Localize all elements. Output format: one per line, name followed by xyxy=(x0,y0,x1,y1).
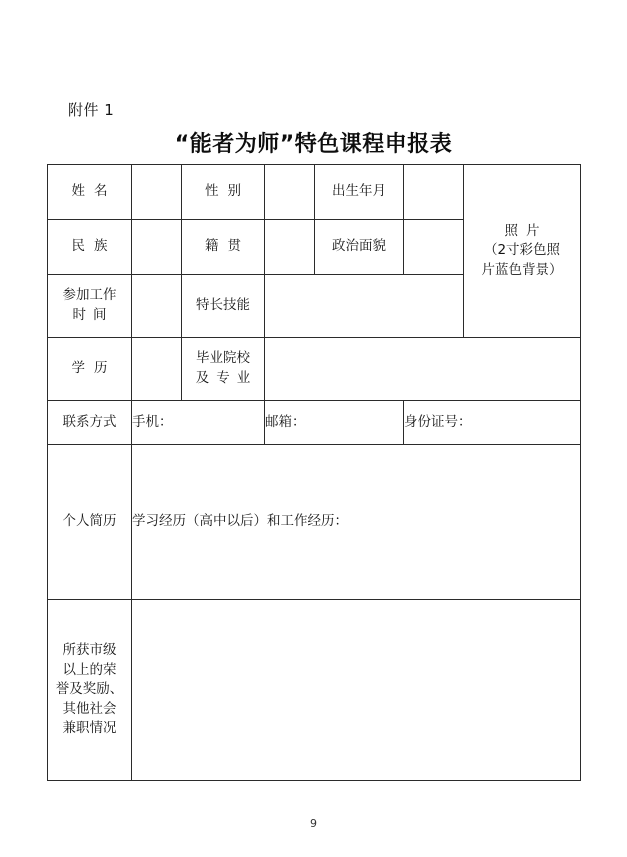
application-form-table xyxy=(47,164,581,781)
field-id-number[interactable] xyxy=(404,401,581,445)
field-name[interactable] xyxy=(132,165,182,220)
label-gender: 性别 xyxy=(182,165,265,220)
label-id-number-prefix: 身份证号： xyxy=(404,413,472,430)
label-work-start-date xyxy=(48,275,132,338)
field-education[interactable] xyxy=(132,338,182,401)
label-mobile-prefix: 手机： xyxy=(132,413,173,430)
field-work-start-date[interactable] xyxy=(132,275,182,338)
field-special-skills[interactable] xyxy=(265,275,464,338)
label-school-line-1: 毕业院校 xyxy=(196,350,250,367)
field-honors-and-positions[interactable] xyxy=(132,600,581,781)
label-birth-date: 出生年月 xyxy=(315,165,404,220)
table-row-honors xyxy=(48,600,581,781)
label-honors-line-4: 其他社会 xyxy=(62,700,117,717)
label-honors-line-1: 所获市级 xyxy=(62,642,117,659)
table-row-contact xyxy=(48,401,581,445)
photo-placeholder-cell[interactable] xyxy=(464,165,581,338)
label-honors-line-5: 兼职情况 xyxy=(62,720,117,737)
table-row-education xyxy=(48,338,581,401)
label-ethnicity: 民族 xyxy=(48,220,132,275)
label-name: 姓名 xyxy=(48,165,132,220)
page-title: “能者为师”特色课程申报表 xyxy=(174,132,453,157)
resume-prompt-text: 学习经历（高中以后）和工作经历： xyxy=(132,513,348,530)
label-honors-line-2: 以上的荣 xyxy=(62,661,117,678)
field-gender[interactable] xyxy=(265,165,315,220)
field-ethnicity[interactable] xyxy=(132,220,182,275)
label-native-place: 籍贯 xyxy=(182,220,265,275)
label-contact: 联系方式 xyxy=(48,401,132,445)
label-school-line-2: 及专业 xyxy=(195,370,258,386)
page-number: 9 xyxy=(310,817,317,830)
field-native-place[interactable] xyxy=(265,220,315,275)
label-political-status: 政治面貌 xyxy=(315,220,404,275)
field-political-status[interactable] xyxy=(404,220,464,275)
photo-label: 照片 xyxy=(504,222,548,239)
label-personal-resume: 个人简历 xyxy=(48,445,132,600)
label-special-skills: 特长技能 xyxy=(182,275,265,338)
label-education: 学历 xyxy=(48,338,132,401)
field-personal-resume[interactable] xyxy=(132,445,581,600)
field-school-and-major[interactable] xyxy=(265,338,581,401)
photo-note-line-1: （2寸彩色照 xyxy=(483,242,561,259)
label-honors-line-3: 誉及奖励、 xyxy=(55,681,124,698)
photo-note-line-2: 片蓝色背景） xyxy=(481,261,563,278)
table-row-basic-1 xyxy=(48,165,581,220)
label-work-start-line-2: 时间 xyxy=(72,307,114,323)
label-email-prefix: 邮箱： xyxy=(265,413,306,430)
label-honors-and-positions xyxy=(48,600,132,781)
field-mobile[interactable] xyxy=(132,401,265,445)
field-email[interactable] xyxy=(265,401,404,445)
field-birth-date[interactable] xyxy=(404,165,464,220)
attachment-label: 附件 1 xyxy=(68,101,115,119)
label-school-and-major xyxy=(182,338,265,401)
label-work-start-line-1: 参加工作 xyxy=(62,287,117,304)
table-row-resume xyxy=(48,445,581,600)
